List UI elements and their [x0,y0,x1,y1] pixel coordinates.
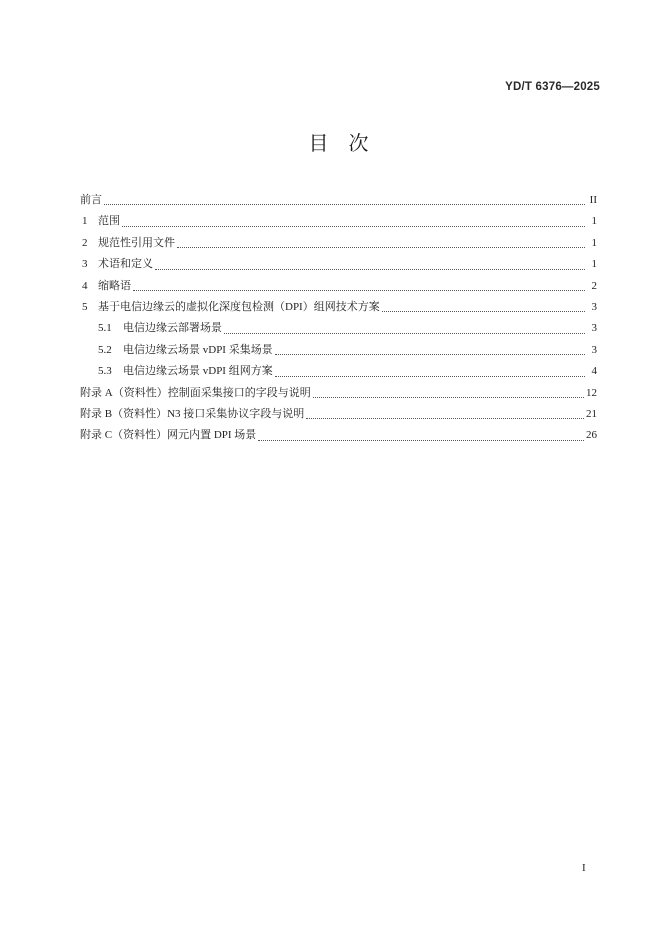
toc-entry-section-2 [80,233,597,254]
standard-code: YD/T 6376—2025 [505,81,600,93]
toc-entry-page: 3 [591,300,597,313]
toc-entry-page: 21 [586,407,597,420]
toc-entry-number: 4 [82,279,88,292]
toc-entry-title: 附录 A（资料性）控制面采集接口的字段与说明 [80,386,311,399]
dot-leader [275,376,585,377]
dot-leader [122,226,585,227]
toc-entry-number: 1 [82,215,88,228]
toc-entry-page: 26 [586,429,597,442]
toc-entry-title: 电信边缘云场景 vDPI 采集场景 [123,343,273,356]
toc-entry-title: 规范性引用文件 [98,236,175,249]
toc-entry-title: 基于电信边缘云的虚拟化深度包检测（DPI）组网技术方案 [98,300,380,313]
toc-entry-title: 电信边缘云场景 vDPI 组网方案 [123,365,273,378]
toc-entry-section-4 [80,276,597,297]
toc-entry-page: 1 [591,258,597,271]
toc-entry-number: 2 [82,236,88,249]
toc-entry-title: 前言 [80,194,102,206]
toc-entry-number: 5.1 [98,322,112,335]
dot-leader [306,418,584,419]
toc-entry-section-5 [80,297,597,318]
toc-entry-title: 附录 B（资料性）N3 接口采集协议字段与说明 [80,407,305,420]
toc-entry-number: 5.3 [98,365,112,378]
toc-entry-title: 术语和定义 [98,258,153,271]
dot-leader [382,311,585,312]
toc-entry-number: 5.2 [98,343,112,356]
toc-entry-page: 3 [591,322,597,335]
toc-entry-section-3 [80,254,597,275]
page-number: I [582,862,586,874]
toc-entry-appendix-c [80,425,597,446]
dot-leader [275,354,585,355]
toc-entry-section-1 [80,211,597,232]
dot-leader [258,440,584,441]
dot-leader [224,333,585,334]
toc-entry-page: 1 [591,215,597,228]
toc-entry-title: 范围 [98,215,120,228]
toc-entry-title: 电信边缘云部署场景 [123,322,222,335]
toc-entry-page: 1 [591,236,597,249]
toc-entry-foreword [80,190,597,211]
dot-leader [155,269,585,270]
dot-leader [133,290,585,291]
toc-entry-page: 4 [591,365,597,378]
toc-entry-number: 3 [82,258,88,271]
toc-entry-section-5-3 [80,361,597,382]
toc-entry-title: 附录 C（资料性）网元内置 DPI 场景 [80,429,257,442]
dot-leader [177,247,585,248]
toc-entry-appendix-a [80,383,597,404]
dot-leader [313,397,584,398]
toc-entry-section-5-1 [80,318,597,339]
dot-leader [104,204,585,205]
toc-entry-title: 缩略语 [98,279,131,292]
toc-entry-page: 12 [586,386,597,399]
toc-title: 目 次 [308,133,369,155]
toc-entry-page: 2 [591,279,597,292]
toc-entry-page: 3 [591,343,597,356]
table-of-contents [80,190,597,447]
toc-entry-page: II [589,194,597,206]
toc-entry-appendix-b [80,404,597,425]
toc-entry-number: 5 [82,300,88,313]
toc-entry-section-5-2 [80,340,597,361]
